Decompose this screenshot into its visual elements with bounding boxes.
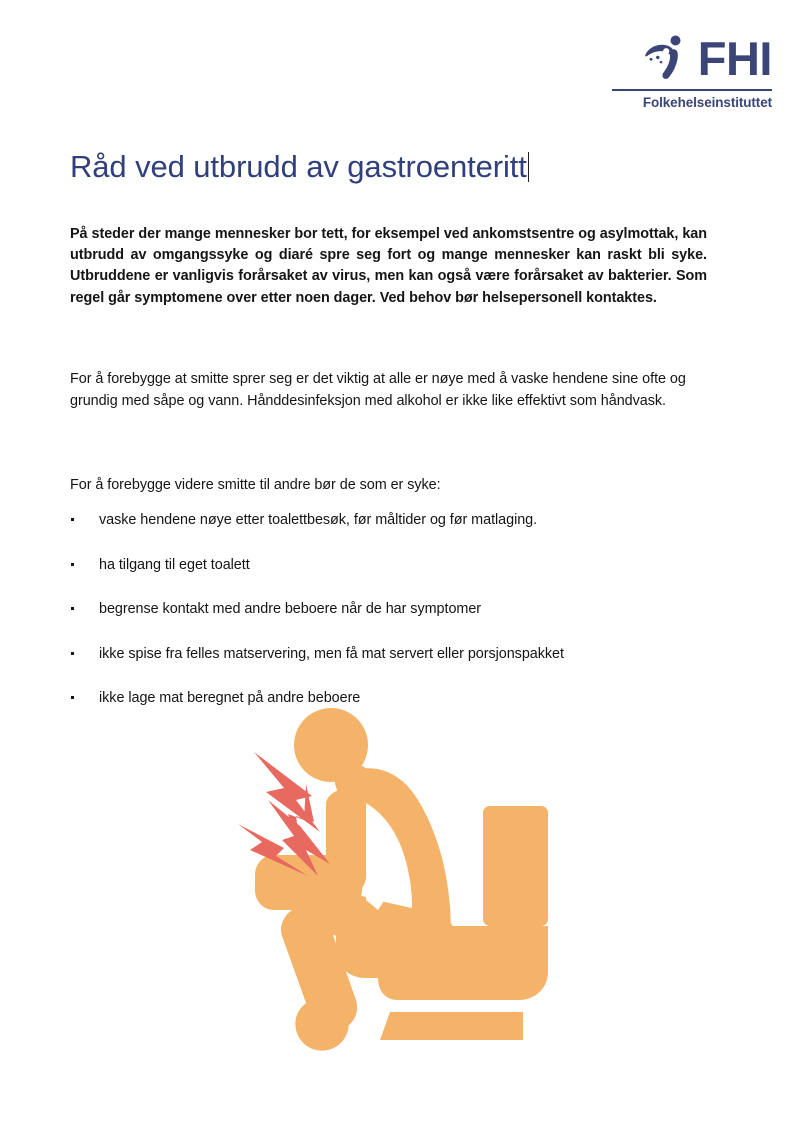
bullet-dot-icon xyxy=(71,563,74,566)
document-content xyxy=(70,148,730,706)
list-item-label: ikke lage mat beregnet på andre beboere xyxy=(99,690,361,706)
logo-subtitle: Folkehelseinstituttet xyxy=(642,94,772,110)
list-item-label: begrense kontakt med andre beboere når de har symptomer xyxy=(99,601,482,617)
bullet-dot-icon xyxy=(71,696,74,699)
list-item-label: vaske hendene nøye etter toalettbesøk, før måltider og før matlaging. xyxy=(99,512,538,528)
bullet-dot-icon xyxy=(71,607,74,610)
intro-paragraph: På steder der mange mennesker bor tett, for eksempel ved ankomstsentre og asylmottak, kan utbrudd av omgangssyke og diaré spre seg fort og mange mennesker kan raskt bli syke. Utbruddene er vanligvis forårsaket av virus, men kan også være forårsaket av bakterier. Som regel går symptomene over etter noen dager. Ved behov bør helsepersonell kontaktes. xyxy=(70,226,707,306)
list-item xyxy=(70,599,730,619)
list-item xyxy=(70,644,730,664)
person-on-toilet-illustration xyxy=(238,700,568,1070)
text-cursor xyxy=(528,152,530,182)
logo-row xyxy=(590,30,772,86)
fhi-logo xyxy=(590,30,772,112)
logo-divider xyxy=(612,89,772,91)
bullet-dot-icon xyxy=(71,652,74,655)
page-title xyxy=(70,148,529,186)
toilet-cistern xyxy=(483,806,548,926)
fhi-figure-icon xyxy=(640,32,692,84)
list-item xyxy=(70,510,730,530)
list-item-label: ikke spise fra felles matservering, men få mat servert eller porsjonspakket xyxy=(99,645,564,662)
list-lead-paragraph: For å forebygge videre smitte til andre bør de som er syke: xyxy=(70,477,441,493)
logo-wordmark: FHI xyxy=(697,31,772,85)
list-item xyxy=(70,555,730,575)
bullet-dot-icon xyxy=(71,518,74,521)
person-foot xyxy=(295,998,348,1051)
list-item-label: ha tilgang til eget toalett xyxy=(99,556,250,573)
page-title-text: Råd ved utbrudd av gastroenteritt xyxy=(70,149,527,184)
toilet-base xyxy=(380,1012,523,1040)
person-on-toilet-icon xyxy=(238,700,568,1070)
toilet-tank-base xyxy=(450,926,548,942)
hygiene-paragraph: For å forebygge at smitte sprer seg er det viktig at alle er nøye med å vaske hendene sine ofte og grundig med såpe og vann. Hånddesinfeksjon med alkohol er ikke like effektivt som håndvask. xyxy=(70,371,686,409)
